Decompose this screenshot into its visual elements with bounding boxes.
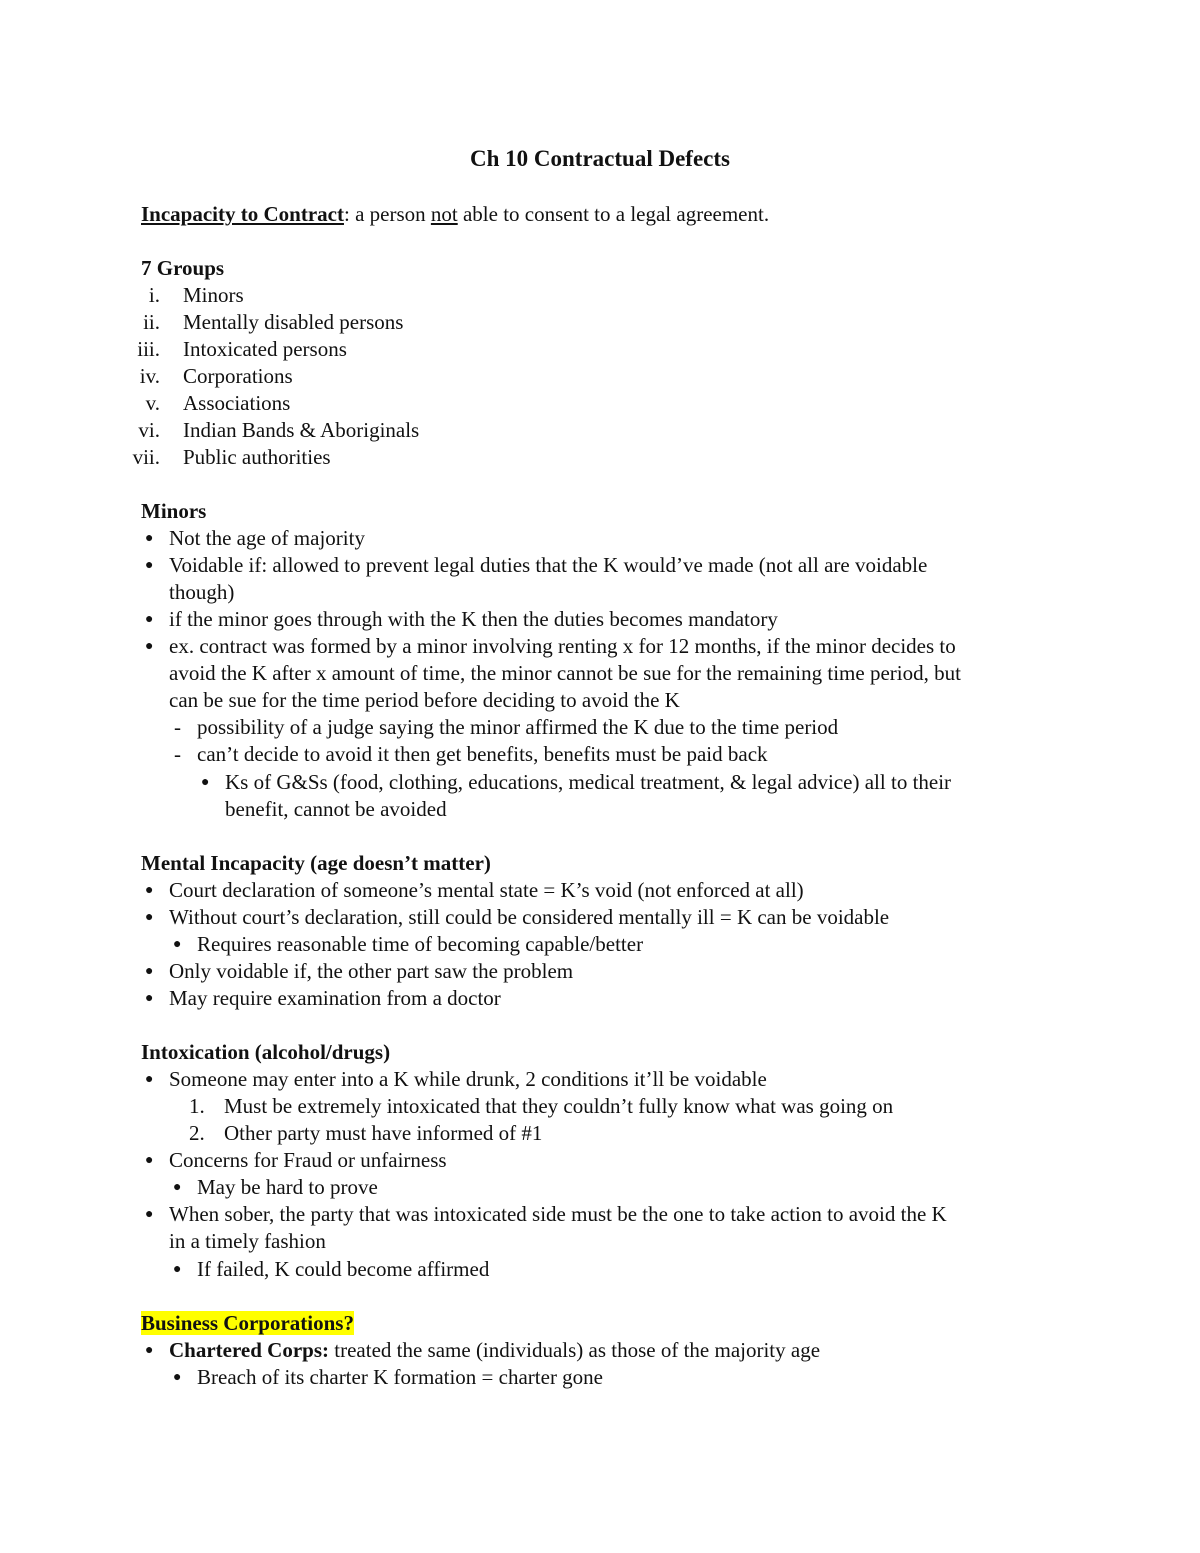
intro-pre: a person (349, 202, 431, 226)
chartered-corps-label: Chartered Corps: (169, 1338, 330, 1362)
bullet-icon: ● (145, 1153, 154, 1168)
list-item: Court declaration of someone’s mental state = K’s void (not enforced at all) (169, 878, 804, 902)
group-number: iii. (137, 337, 160, 361)
list-item-continuation: benefit, cannot be avoided (225, 797, 447, 821)
bullet-icon: ● (145, 1343, 154, 1358)
bullet-icon: ● (145, 910, 154, 925)
list-item: When sober, the party that was intoxicated side must be the one to take action to avoid the K (169, 1202, 947, 1226)
group-number: ii. (143, 310, 160, 334)
bullet-icon: ● (173, 1262, 182, 1277)
list-item: Without court’s declaration, still could be considered mentally ill = K can be voidable (169, 905, 890, 929)
list-item: Not the age of majority (169, 526, 365, 550)
list-item-continuation: can be sue for the time period before deciding to avoid the K (169, 688, 680, 712)
bullet-icon: ● (145, 558, 154, 573)
chartered-corps-text: treated the same (individuals) as those of the majority age (329, 1338, 821, 1362)
numbered-item: Other party must have informed of #1 (224, 1121, 543, 1145)
group-number: vii. (132, 445, 160, 469)
numbered-item: Must be extremely intoxicated that they couldn’t fully know what was going on (224, 1094, 894, 1118)
bullet-icon: ● (145, 531, 154, 546)
mental-heading: Mental Incapacity (age doesn’t matter) (141, 851, 491, 875)
list-item: Someone may enter into a K while drunk, 2 conditions it’ll be voidable (169, 1067, 767, 1091)
highlighted-heading: Business Corporations? (141, 1311, 354, 1335)
list-item: Indian Bands & Aboriginals (183, 418, 420, 442)
sub-list-item: can’t decide to avoid it then get benefits, benefits must be paid back (197, 742, 768, 766)
intoxication-heading: Intoxication (alcohol/drugs) (141, 1040, 391, 1064)
sub-list-item: Breach of its charter K formation = charter gone (197, 1365, 604, 1389)
group-number: iv. (139, 364, 160, 388)
number-label: 2. (189, 1121, 205, 1145)
intro-line (141, 201, 769, 228)
page-title: Ch 10 Contractual Defects (470, 146, 730, 171)
groups-heading: 7 Groups (141, 256, 225, 280)
group-number: vi. (138, 418, 160, 442)
list-item: Minors (183, 283, 244, 307)
incapacity-term: Incapacity to Contract (141, 202, 344, 226)
sub-list-item: Requires reasonable time of becoming capable/better (197, 932, 644, 956)
bullet-icon: ● (173, 937, 182, 952)
group-number: i. (148, 283, 160, 307)
list-item: Mentally disabled persons (183, 310, 404, 334)
bullet-icon: ● (201, 775, 210, 790)
bullet-icon: ● (145, 883, 154, 898)
intro-colon: : (343, 202, 350, 226)
number-label: 1. (189, 1094, 205, 1118)
list-item-continuation: avoid the K after x amount of time, the minor cannot be sue for the remaining time period, but (169, 661, 961, 685)
dash-icon: - (174, 742, 181, 766)
list-item: Corporations (183, 364, 293, 388)
list-item (169, 1337, 820, 1364)
bullet-icon: ● (145, 991, 154, 1006)
bullet-icon: ● (145, 639, 154, 654)
list-item: if the minor goes through with the K then the duties becomes mandatory (169, 607, 778, 631)
group-number: v. (145, 391, 160, 415)
minors-heading: Minors (141, 499, 207, 523)
bullet-icon: ● (145, 612, 154, 627)
bullet-icon: ● (145, 1072, 154, 1087)
list-item: Intoxicated persons (183, 337, 347, 361)
list-item: May require examination from a doctor (169, 986, 501, 1010)
sub-list-item: If failed, K could become affirmed (197, 1257, 490, 1281)
bullet-icon: ● (145, 1207, 154, 1222)
bullet-icon: ● (173, 1370, 182, 1385)
intro-not: not (430, 202, 458, 226)
list-item: Concerns for Fraud or unfairness (169, 1148, 447, 1172)
sub-list-item: possibility of a judge saying the minor affirmed the K due to the time period (197, 715, 839, 739)
bullet-icon: ● (173, 1180, 182, 1195)
sub-list-item: May be hard to prove (197, 1175, 378, 1199)
list-item: Voidable if: allowed to prevent legal duties that the K would’ve made (not all are voidable (169, 553, 928, 577)
dash-icon: - (174, 715, 181, 739)
business-heading (141, 1310, 354, 1337)
list-item: Public authorities (183, 445, 331, 469)
sub-sub-list-item: Ks of G&Ss (food, clothing, educations, medical treatment, & legal advice) all to their (225, 770, 952, 794)
list-item: Only voidable if, the other part saw the problem (169, 959, 574, 983)
list-item: ex. contract was formed by a minor involving renting x for 12 months, if the minor decides to (169, 634, 956, 658)
list-item-continuation: though) (169, 580, 235, 604)
list-item-continuation: in a timely fashion (169, 1229, 326, 1253)
list-item: Associations (183, 391, 291, 415)
bullet-icon: ● (145, 964, 154, 979)
intro-post: able to consent to a legal agreement. (457, 202, 770, 226)
